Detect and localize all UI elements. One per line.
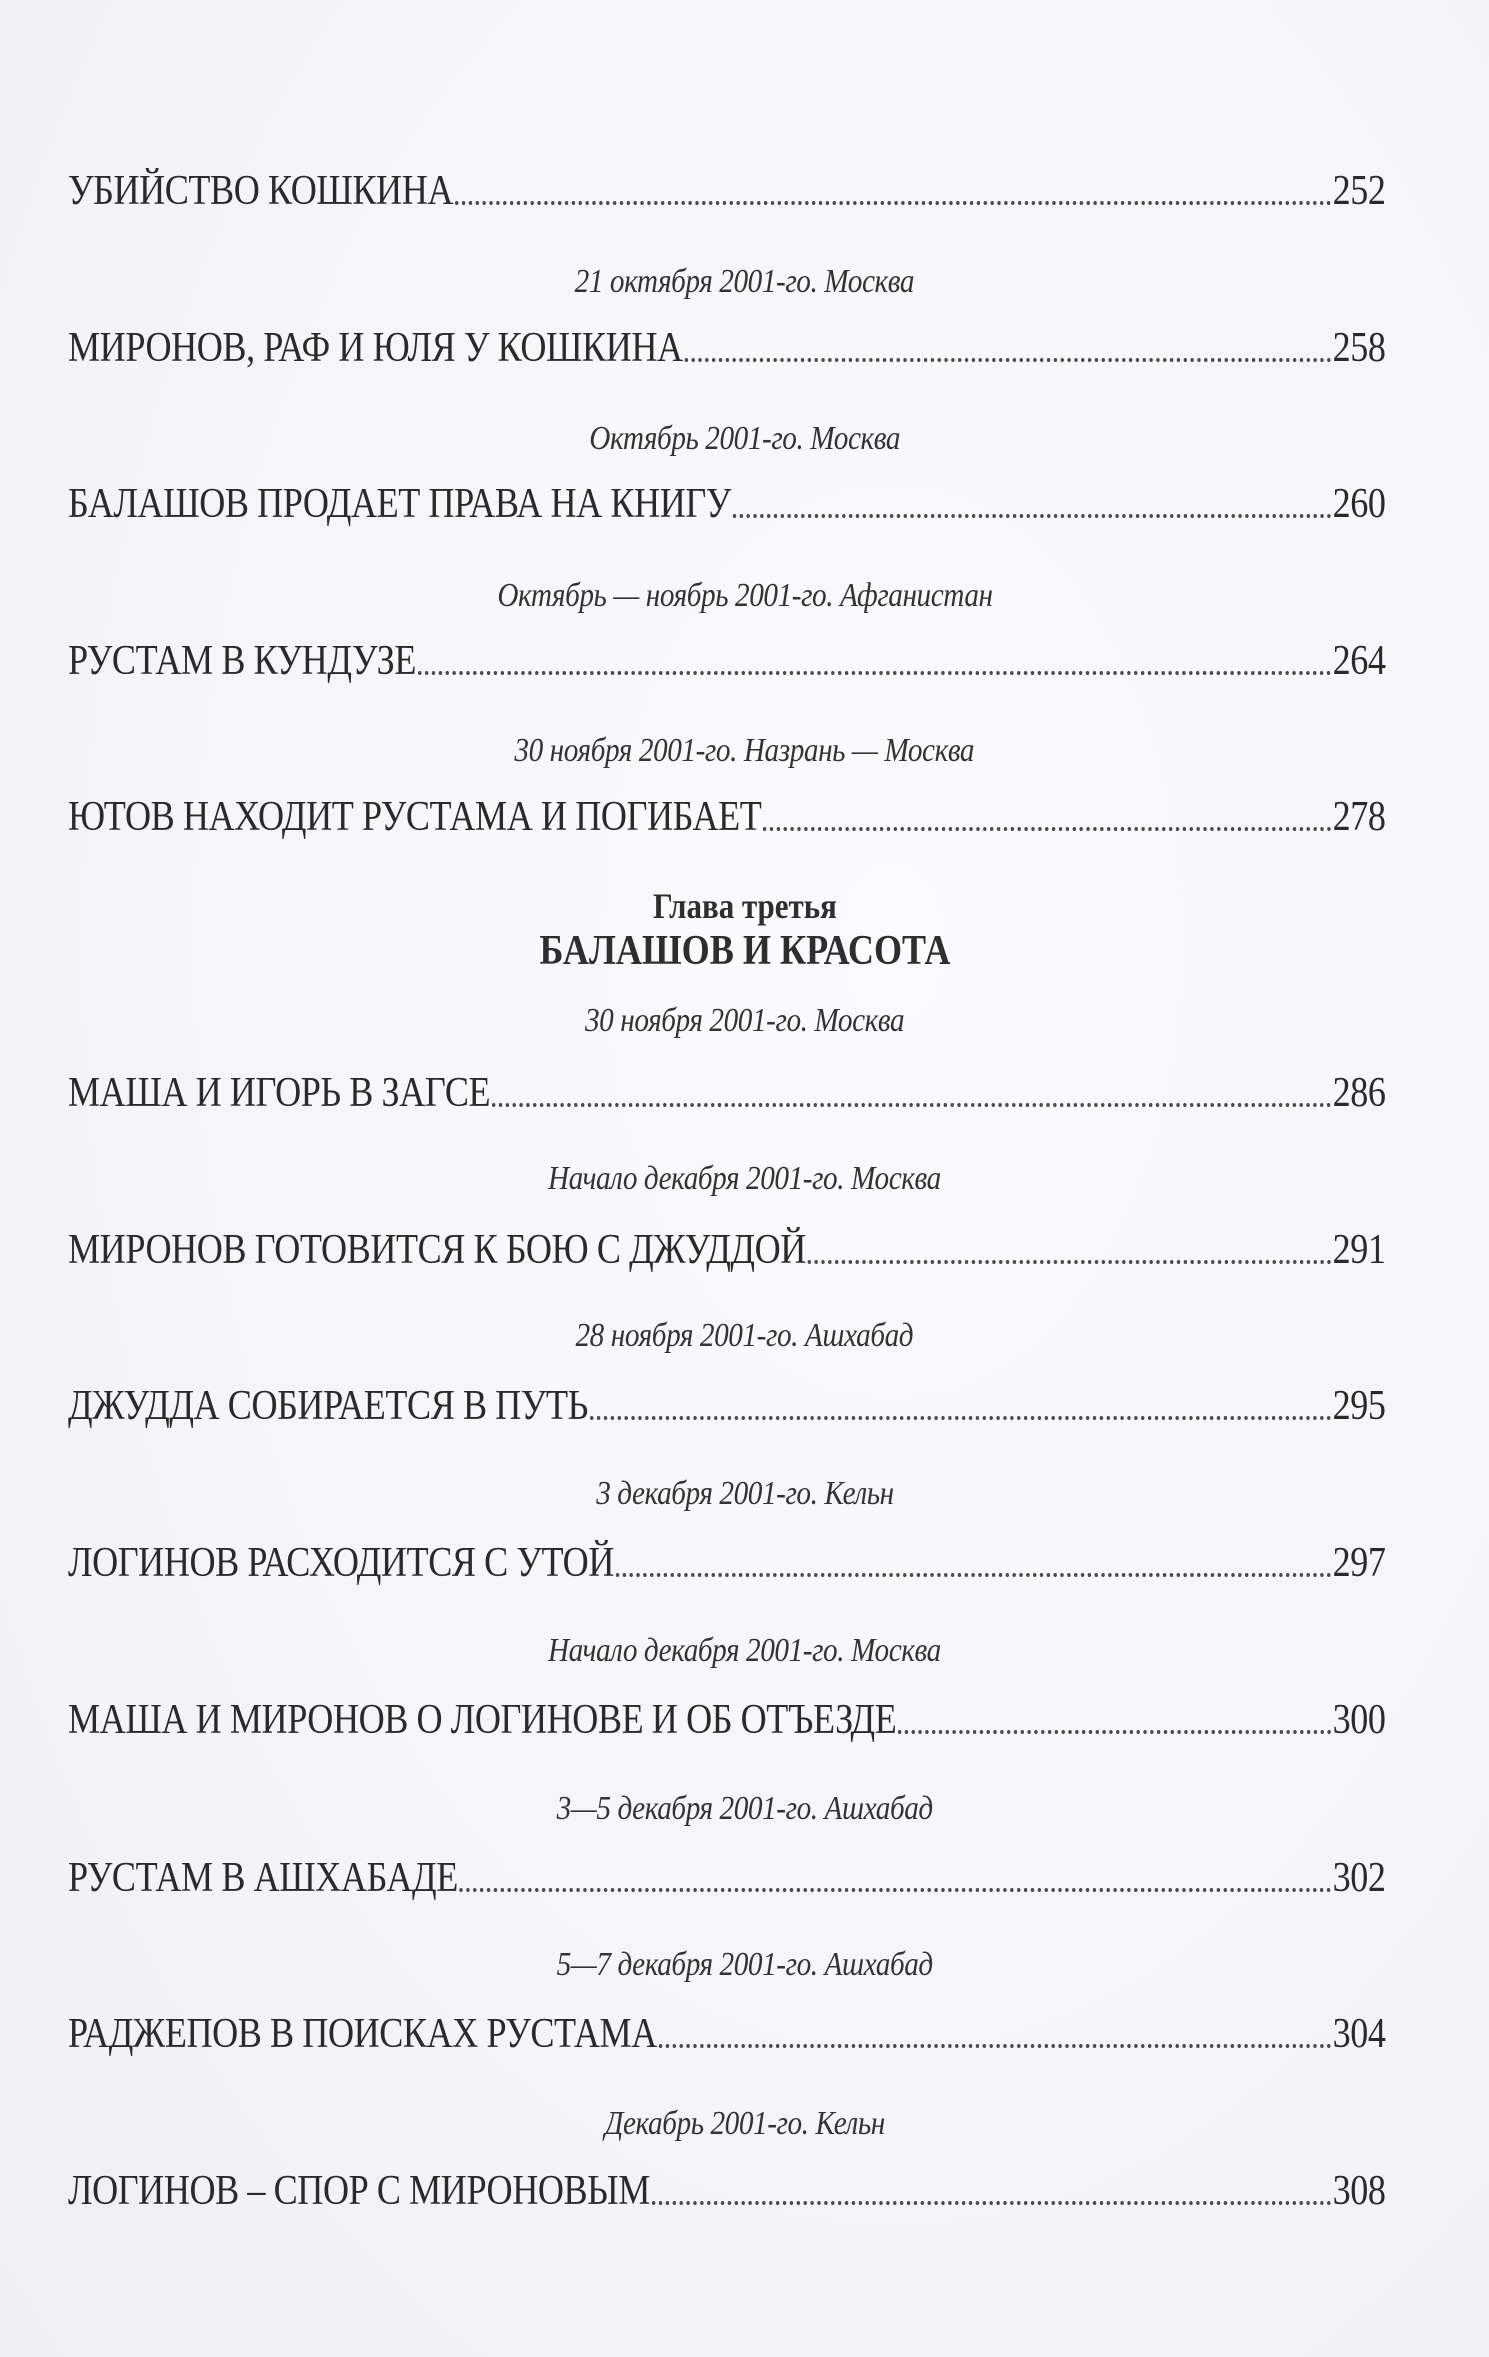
toc-entry[interactable]	[68, 1068, 1386, 1118]
toc-entry[interactable]	[68, 1225, 1386, 1275]
toc-entry-page: 291	[1332, 1227, 1386, 1273]
toc-entry[interactable]	[68, 2166, 1386, 2216]
toc-entry-title: ДЖУДДА СОБИРАЕТСЯ В ПУТЬ	[68, 1383, 588, 1429]
toc-date-line	[0, 1001, 1489, 1041]
toc-entry-title: МАША И ИГОРЬ В ЗАГСЕ	[68, 1070, 491, 1116]
dot-leader	[659, 2044, 1331, 2048]
toc-entry[interactable]	[68, 1381, 1386, 1431]
date-text: Начало декабря 2001-го. Москва	[548, 1160, 941, 1197]
toc-date-line	[0, 576, 1489, 616]
toc-date-line	[0, 262, 1489, 302]
toc-entry-title: БАЛАШОВ ПРОДАЕТ ПРАВА НА КНИГУ	[68, 481, 731, 527]
toc-entry-title: РУСТАМ В АШХАБАДЕ	[68, 1855, 458, 1901]
date-text: Декабрь 2001-го. Кельн	[604, 2105, 885, 2142]
toc-entry[interactable]	[68, 792, 1386, 842]
toc-entry[interactable]	[68, 2009, 1386, 2059]
dot-leader	[455, 201, 1331, 205]
toc-entry-page: 308	[1332, 2168, 1386, 2214]
toc-entry-title: ЛОГИНОВ РАСХОДИТСЯ С УТОЙ	[68, 1540, 614, 1586]
date-text: 3—5 декабря 2001-го. Ашхабад	[556, 1790, 933, 1827]
toc-entry-title: УБИЙСТВО КОШКИНА	[68, 168, 454, 214]
toc-date-line	[0, 1945, 1489, 1985]
toc-entry-page: 300	[1332, 1697, 1386, 1743]
toc-entry-title: МИРОНОВ, РАФ И ЮЛЯ У КОШКИНА	[68, 325, 683, 371]
date-text: 3 декабря 2001-го. Кельн	[595, 1475, 894, 1512]
dot-leader	[616, 1573, 1331, 1577]
date-text: 5—7 декабря 2001-го. Ашхабад	[556, 1946, 933, 1983]
toc-date-line	[0, 1316, 1489, 1356]
chapter-title[interactable]	[0, 926, 1489, 976]
toc-date-line	[0, 731, 1489, 771]
toc-entry[interactable]	[68, 323, 1386, 373]
dot-leader	[684, 358, 1331, 362]
toc-date-line	[0, 2104, 1489, 2144]
toc-entry-page: 295	[1332, 1383, 1386, 1429]
toc-date-line	[0, 1474, 1489, 1514]
dot-leader	[590, 1416, 1331, 1420]
toc-entry-title: ЮТОВ НАХОДИТ РУСТАМА И ПОГИБАЕТ	[68, 794, 762, 840]
toc-entry-page: 302	[1332, 1855, 1386, 1901]
toc-entry[interactable]	[68, 1538, 1386, 1588]
toc-entry-page: 286	[1332, 1070, 1386, 1116]
toc-entry-title: МИРОНОВ ГОТОВИТСЯ К БОЮ С ДЖУДДОЙ	[68, 1227, 806, 1273]
chapter-label-text: Глава третья	[652, 886, 837, 926]
date-text: 30 ноября 2001-го. Москва	[584, 1002, 905, 1039]
date-text: Октябрь 2001-го. Москва	[589, 420, 900, 457]
toc-entry-page: 252	[1332, 168, 1386, 214]
toc-entry-title: ЛОГИНОВ – СПОР С МИРОНОВЫМ	[68, 2168, 650, 2214]
dot-leader	[898, 1730, 1331, 1734]
toc-entry-page: 278	[1332, 794, 1386, 840]
toc-entry[interactable]	[68, 1853, 1386, 1903]
toc-entry-title: МАША И МИРОНОВ О ЛОГИНОВЕ И ОБ ОТЪЕЗДЕ	[68, 1697, 897, 1743]
date-text: 30 ноября 2001-го. Назрань — Москва	[514, 732, 975, 769]
dot-leader	[733, 514, 1331, 518]
toc-entry-title: РУСТАМ В КУНДУЗЕ	[68, 638, 416, 684]
dot-leader	[492, 1103, 1331, 1107]
toc-entry-page: 258	[1332, 325, 1386, 371]
toc-date-line	[0, 1631, 1489, 1671]
date-text: Октябрь — ноябрь 2001-го. Афганистан	[496, 577, 993, 614]
toc-date-line	[0, 1789, 1489, 1829]
toc-date-line	[0, 419, 1489, 459]
toc-entry[interactable]	[68, 636, 1386, 686]
toc-entry-page: 304	[1332, 2011, 1386, 2057]
dot-leader	[763, 827, 1331, 831]
toc-entry[interactable]	[68, 1695, 1386, 1745]
dot-leader	[460, 1888, 1331, 1892]
chapter-title-text: БАЛАШОВ И КРАСОТА	[539, 928, 950, 974]
dot-leader	[652, 2201, 1331, 2205]
chapter-label	[0, 885, 1489, 927]
toc-entry-title: РАДЖЕПОВ В ПОИСКАХ РУСТАМА	[68, 2011, 657, 2057]
toc-entry[interactable]	[68, 479, 1386, 529]
toc-entry-page: 297	[1332, 1540, 1386, 1586]
date-text: 28 ноября 2001-го. Ашхабад	[575, 1317, 914, 1354]
dot-leader	[418, 671, 1331, 675]
date-text: Начало декабря 2001-го. Москва	[548, 1632, 941, 1669]
dot-leader	[808, 1260, 1331, 1264]
toc-entry-page: 264	[1332, 638, 1386, 684]
toc-date-line	[0, 1159, 1489, 1199]
toc-entry[interactable]	[68, 166, 1386, 216]
date-text: 21 октября 2001-го. Москва	[574, 263, 915, 300]
toc-entry-page: 260	[1332, 481, 1386, 527]
